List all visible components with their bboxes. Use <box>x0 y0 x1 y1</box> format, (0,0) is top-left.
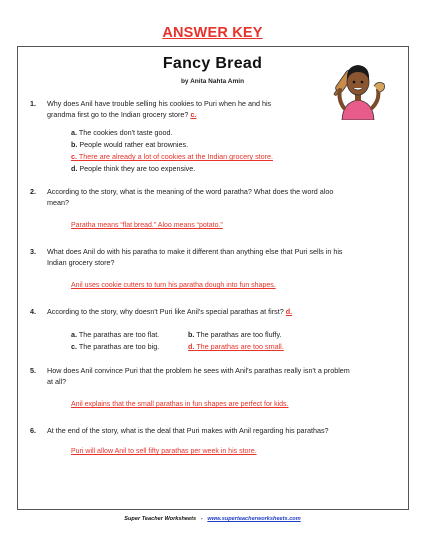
question-1-line-1: Why does Anil have trouble selling his cookies to Puri when he and his <box>47 99 272 108</box>
question-6-answer: Puri will allow Anil to sell fifty parathas per week in his store. <box>71 448 257 455</box>
question-1-option-a: a. The cookies don't taste good. <box>71 128 173 137</box>
question-1-number: 1. <box>30 99 36 108</box>
question-3-number: 3. <box>30 247 36 256</box>
question-2-line-1: According to the story, what is the meaning of the word paratha? What does the word aloo <box>47 187 334 196</box>
footer-separator: - <box>200 516 203 522</box>
question-4-option-a: a. The parathas are too flat. <box>71 330 160 339</box>
footer-website-link[interactable]: www.superteacherworksheets.com <box>207 516 301 522</box>
question-2-text <box>47 186 397 208</box>
question-1-option-c-correct: c. There are already a lot of cookies at the Indian grocery store. <box>71 152 274 161</box>
question-4-line-1: According to the story, why doesn't Puri like Anil's special parathas at first? <box>47 307 284 316</box>
question-5-number: 5. <box>30 366 36 375</box>
question-4-text <box>47 306 397 317</box>
question-2-number: 2. <box>30 187 36 196</box>
question-5-line-2: at all? <box>47 377 67 386</box>
footer-brand: Super Teacher Worksheets <box>124 516 197 522</box>
question-3-text <box>47 246 397 268</box>
question-3-line-2: Indian grocery store? <box>47 258 115 267</box>
question-1-text <box>47 98 377 120</box>
question-1-line-2: grandma first go to the Indian grocery store? <box>47 110 189 119</box>
question-6-number: 6. <box>30 426 36 435</box>
question-3-answer: Anil uses cookie cutters to turn his paratha dough into fun shapes. <box>71 282 276 289</box>
question-3-line-1: What does Anil do with his paratha to make it different than anything else that Puri sells in his <box>47 247 343 256</box>
question-2-line-2: mean? <box>47 198 69 207</box>
question-2-answer: Paratha means “flat bread.” Aloo means “potato.” <box>71 222 223 229</box>
question-5-line-1: How does Anil convince Puri that the problem he sees with Anil's parathas really isn't a problem <box>47 366 350 375</box>
question-4-answer: d. <box>285 307 293 316</box>
question-4-option-d-correct: d. The parathas are too small. <box>188 342 284 351</box>
question-6-line-1: At the end of the story, what is the deal that Puri makes with Anil regarding his parathas? <box>47 426 329 435</box>
question-5-text <box>47 365 397 387</box>
question-4-number: 4. <box>30 307 36 316</box>
story-title: Fancy Bread <box>162 55 263 72</box>
question-1-option-d: d. People think they are too expensive. <box>71 164 196 173</box>
byline: by Anita Nahta Amin <box>180 78 245 85</box>
answer-key-heading: ANSWER KEY <box>162 25 263 41</box>
question-5-answer: Anil explains that the small parathas in fun shapes are perfect for kids. <box>71 401 289 408</box>
question-4-option-c: c. The parathas are too big. <box>71 342 160 351</box>
question-1-answer: c. <box>190 110 197 119</box>
question-4-option-b: b. The parathas are too fluffy. <box>188 330 282 339</box>
question-1-option-b: b. People would rather eat brownies. <box>71 140 189 149</box>
question-6-text <box>47 425 397 436</box>
footer <box>0 516 425 522</box>
